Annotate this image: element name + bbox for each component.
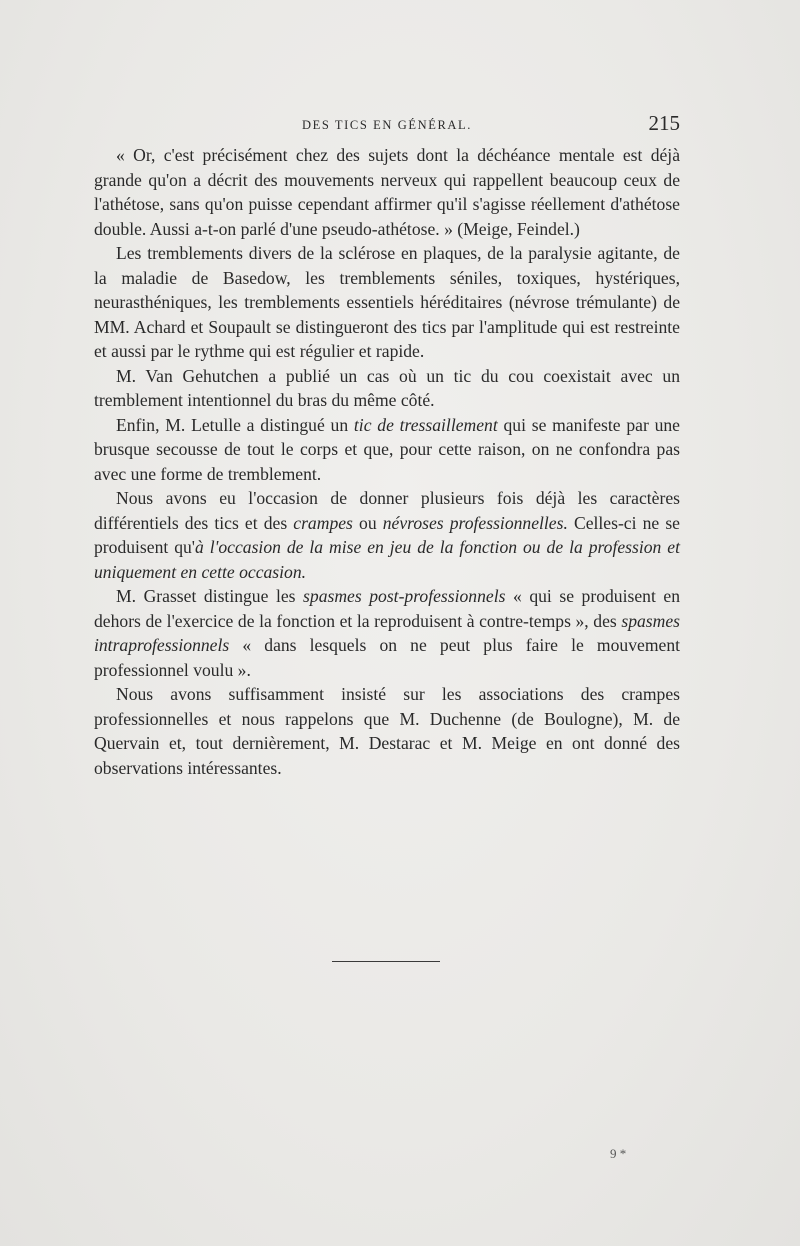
- text-run: ou: [352, 512, 383, 533]
- italic-text: tic de tressaillement: [353, 414, 498, 435]
- paragraph: [94, 682, 680, 780]
- italic-text: spasmes post-professionnels: [303, 586, 506, 606]
- paragraph: [94, 413, 680, 487]
- paragraph: [94, 241, 680, 364]
- paragraph: [94, 486, 680, 584]
- italic-text: crampes: [293, 512, 353, 533]
- italic-text: névroses professionnelles.: [382, 512, 568, 533]
- italic-text: spasmes intraprofessionnels: [94, 610, 680, 655]
- paragraph: [94, 143, 680, 241]
- text-run: qui se manifeste par une brusque secousse de tout le corps et que, pour cette raison, on ne confondra pas avec une forme de tremblement.: [94, 414, 680, 484]
- text-run: Enfin, M. Letulle a distingué un: [116, 414, 354, 435]
- page-number: 215: [648, 111, 680, 135]
- text-run: « qui se produisent en dehors de l'exercice de la fonction et la reproduisent à contre-temps », des: [94, 586, 680, 631]
- running-head: DES TICS EN GÉNÉRAL.: [302, 118, 472, 132]
- text-run: Celles-ci ne se produisent qu': [94, 512, 680, 557]
- section-divider: [332, 961, 440, 962]
- body-text: [94, 143, 680, 780]
- text-run: M. Grasset distingue les: [116, 586, 304, 606]
- paragraph: [94, 364, 680, 413]
- text-run: M. Van Gehutchen a publié un cas où un tic du cou coexistait avec un tremblement intentionnel du bras du même côté.: [94, 365, 680, 410]
- text-run: Nous avons suffisamment insisté sur les associations des crampes professionnelles et nous rappelons que M. Duchenne (de Boulogne), M. de Quervain et, tout dernièrement, M. Destarac et M. Meige en ont donné des observations intéressantes.: [94, 684, 680, 778]
- text-run: Nous avons eu l'occasion de donner plusieurs fois déjà les caractères différentiels des tics et des: [94, 488, 680, 533]
- text-run: « dans lesquels on ne peut plus faire le mouvement professionnel voulu ».: [94, 635, 680, 680]
- page-header: [94, 108, 680, 138]
- italic-text: à l'occasion de la mise en jeu de la fonction ou de la profession et uniquement en cette occasion.: [94, 537, 680, 582]
- paragraph: [94, 584, 680, 682]
- text-run: Les tremblements divers de la sclérose en plaques, de la paralysie agitante, de la maladie de Basedow, les tremblements séniles, toxiques, hystériques, neurasthéniques, les tremblements essentiels héréditaires (névrose trémulante) de MM. Achard et Soupault se distingueront des tics par l'amplitude qui est restreinte et aussi par le rythme qui est régulier et rapide.: [94, 243, 680, 361]
- text-run: « Or, c'est précisément chez des sujets dont la déchéance mentale est déjà grande qu'on a décrit des mouvements nerveux qui rappellent beaucoup ceux de l'athétose, sans qu'on puisse cependant affirmer qu'il s'agisse réellement d'athétose double. Aussi a-t-on parlé d'une pseudo-athétose. » (Meige, Feindel.): [94, 145, 680, 239]
- signature-mark: 9 *: [610, 1146, 627, 1161]
